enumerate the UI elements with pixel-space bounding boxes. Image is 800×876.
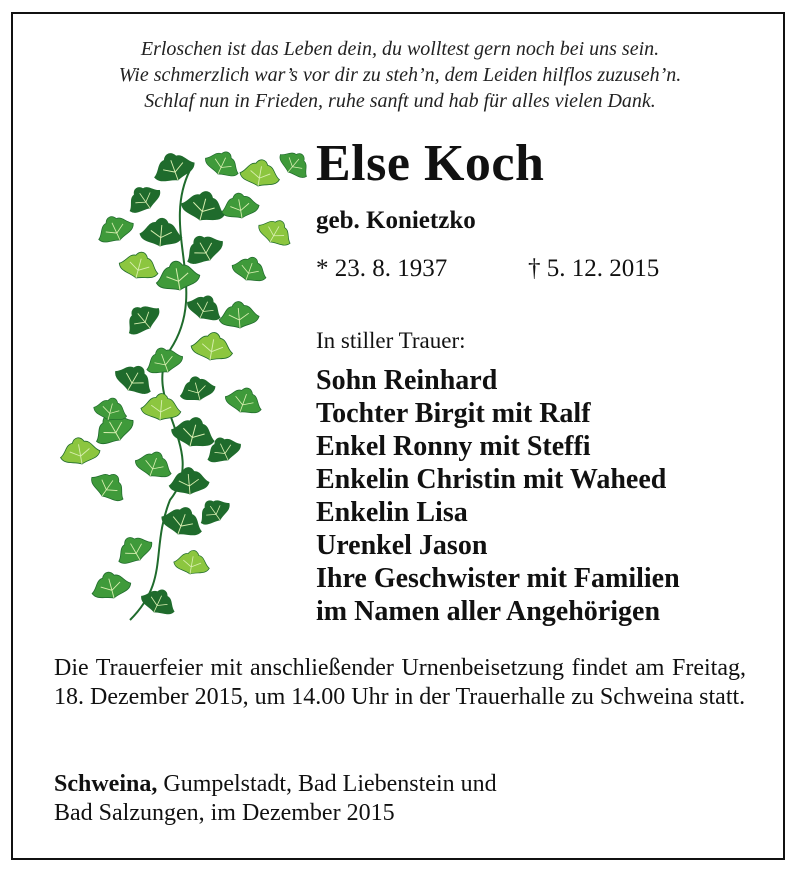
mourner-item: Tochter Birgit mit Ralf: [316, 398, 591, 429]
place-rest: Gumpelstadt, Bad Liebenstein und: [157, 771, 497, 797]
poem-line-3: Schlaf nun in Frieden, ruhe sanft und hab für alles vielen Dank.: [144, 90, 656, 112]
mourner-item: Enkel Ronny mit Steffi: [316, 431, 591, 462]
birth-date: * 23. 8. 1937: [316, 255, 448, 282]
ivy-leaf-icon: [149, 150, 198, 187]
poem: [14, 36, 786, 114]
ivy-leaves-illustration: [50, 150, 310, 630]
poem-line-1: Erloschen ist das Leben dein, du wolltest gern noch bei uns sein.: [140, 38, 660, 60]
mourner-item: Urenkel Jason: [316, 530, 488, 561]
maiden-name: geb. Konietzko: [316, 207, 476, 234]
ivy-leaf-icon: [202, 150, 245, 182]
mourner-item: im Namen aller Angehörigen: [316, 596, 661, 627]
mourner-item: Enkelin Christin mit Waheed: [316, 464, 667, 495]
place-line-2: Bad Salzungen, im Dezember 2015: [54, 800, 395, 826]
mourners-list: [316, 364, 680, 628]
poem-line-2: Wie schmerzlich war’s vor dir zu steh’n, dem Leiden hilflos zuzuseh’n.: [118, 64, 682, 86]
deceased-name: Else Koch: [316, 135, 545, 192]
vine-group: [58, 150, 310, 620]
mourner-item: Ihre Geschwister mit Familien: [316, 563, 680, 594]
life-dates: [316, 254, 660, 284]
mourning-intro: In stiller Trauer:: [316, 328, 466, 353]
place-main: Schweina,: [54, 771, 158, 797]
place-and-date: [54, 770, 497, 828]
ceremony-text: Die Trauerfeier mit anschließender Urnenbeisetzung findet am Freitag, 18. Dezember 2015, um 14.00 Uhr in der Trauerhalle zu Schweina statt.: [54, 655, 746, 710]
mourner-item: Sohn Reinhard: [316, 365, 498, 396]
death-date: † 5. 12. 2015: [528, 255, 660, 282]
mourner-item: Enkelin Lisa: [316, 497, 468, 528]
